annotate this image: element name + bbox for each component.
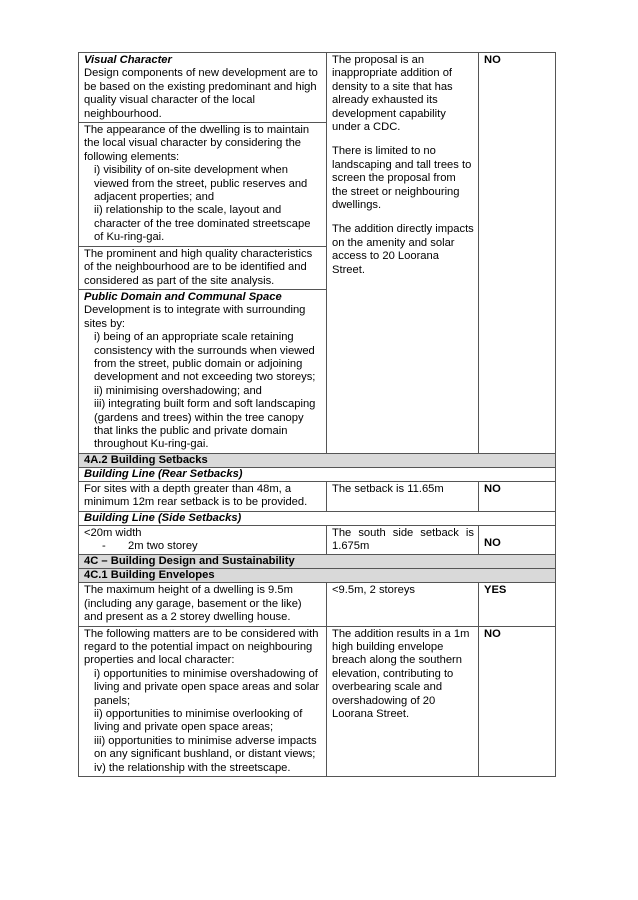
compliance-table bbox=[78, 52, 556, 777]
public-domain-lead: Development is to integrate with surrounding sites by: bbox=[84, 304, 306, 330]
control-cell bbox=[79, 246, 327, 289]
comment-cell: The setback is 11.65m bbox=[327, 481, 479, 511]
control-cell bbox=[79, 289, 327, 453]
section-heading: 4C – Building Design and Sustainability bbox=[79, 555, 556, 569]
comment-paragraph: The addition directly impacts on the amenity and solar access to 20 Loorana Street. bbox=[332, 223, 474, 276]
control-cell bbox=[79, 123, 327, 247]
list-item: ii) opportunities to minimise overlooking of living and private open space areas; bbox=[94, 708, 303, 734]
list-item: ii) relationship to the scale, layout and character of the tree dominated streetscape of Ku-ring-gai. bbox=[94, 204, 311, 244]
list-item: i) being of an appropriate scale retaining consistency with the surrounds when viewed from the street, public domain or adjoining development and not exceeding two storeys; bbox=[94, 331, 316, 384]
compliance-cell: NO bbox=[479, 53, 556, 454]
compliance-cell: NO bbox=[479, 626, 556, 776]
section-heading: 4A.2 Building Setbacks bbox=[79, 453, 556, 467]
list-item bbox=[84, 540, 322, 553]
comment-cell: <9.5m, 2 storeys bbox=[327, 583, 479, 626]
subheading-row bbox=[79, 511, 556, 525]
section-row bbox=[79, 453, 556, 467]
control-cell: For sites with a depth greater than 48m, a minimum 12m rear setback is to be provided. bbox=[79, 481, 327, 511]
table-row bbox=[79, 481, 556, 511]
table-row bbox=[79, 583, 556, 626]
control-cell bbox=[79, 626, 327, 776]
comment-paragraph: There is limited to no landscaping and tall trees to screen the proposal from the street or neighbouring dwellings. bbox=[332, 145, 472, 212]
comment-cell: The addition results in a 1m high building envelope breach along the southern elevation, contributing to overbearing scale and overshadowing of 20 Loorana Street. bbox=[327, 626, 479, 776]
comment-paragraph: The proposal is an inappropriate addition of density to a site that has already exhausted its development capability under a CDC. bbox=[332, 54, 453, 134]
list-item: iii) integrating built form and soft landscaping (gardens and trees) within the tree canopy that links the public and private domain throughout Ku-ring-gai. bbox=[94, 398, 316, 451]
compliance-cell: YES bbox=[479, 583, 556, 626]
list-item: ii) minimising overshadowing; and bbox=[94, 384, 262, 397]
table-row bbox=[79, 53, 556, 123]
public-domain-heading: Public Domain and Communal Space bbox=[84, 290, 282, 303]
list-item: iii) opportunities to minimise adverse impacts on any significant bushland, or distant views; bbox=[94, 734, 317, 761]
subheading: Building Line (Side Setbacks) bbox=[79, 511, 556, 525]
subheading: Building Line (Rear Setbacks) bbox=[79, 467, 556, 481]
compliance-cell: NO bbox=[479, 481, 556, 511]
visual-character-heading: Visual Character bbox=[84, 54, 172, 66]
table-row bbox=[79, 626, 556, 776]
comment-cell bbox=[327, 53, 479, 454]
compliance-cell: NO bbox=[479, 525, 556, 555]
control-cell bbox=[79, 53, 327, 123]
section-row bbox=[79, 555, 556, 569]
list-item: i) visibility of on-site development when viewed from the street, public reserves and adjacent properties; and bbox=[94, 164, 308, 204]
control-cell: The maximum height of a dwelling is 9.5m (including any garage, basement or the like) and present as a 2 storey dwelling house. bbox=[79, 583, 327, 626]
subsection-heading: 4C.1 Building Envelopes bbox=[79, 569, 556, 583]
visual-character-intro: Design components of new development are to be based on the existing predominant and high quality visual character of the local neighbourhood. bbox=[84, 67, 318, 120]
control-cell bbox=[79, 525, 327, 555]
table-row bbox=[79, 525, 556, 555]
dash-marker: - bbox=[102, 540, 106, 552]
side-item-text: 2m two storey bbox=[128, 540, 198, 552]
prominent-text: The prominent and high quality characteristics of the neighbourhood are to be identified and considered as part of the site analysis. bbox=[84, 247, 313, 287]
list-item: iv) the relationship with the streetscape. bbox=[94, 761, 291, 774]
subheading-row bbox=[79, 467, 556, 481]
matters-lead: The following matters are to be considered with regard to the potential impact on neighbouring properties and local character: bbox=[84, 627, 319, 667]
comment-cell: The south side setback is 1.675m bbox=[327, 525, 479, 555]
appearance-lead: The appearance of the dwelling is to maintain the local visual character by considering the following elements: bbox=[84, 124, 310, 163]
section-row bbox=[79, 569, 556, 583]
side-width: <20m width bbox=[84, 526, 142, 539]
list-item: i) opportunities to minimise overshadowing of living and private open space areas and solar panels; bbox=[94, 667, 320, 707]
